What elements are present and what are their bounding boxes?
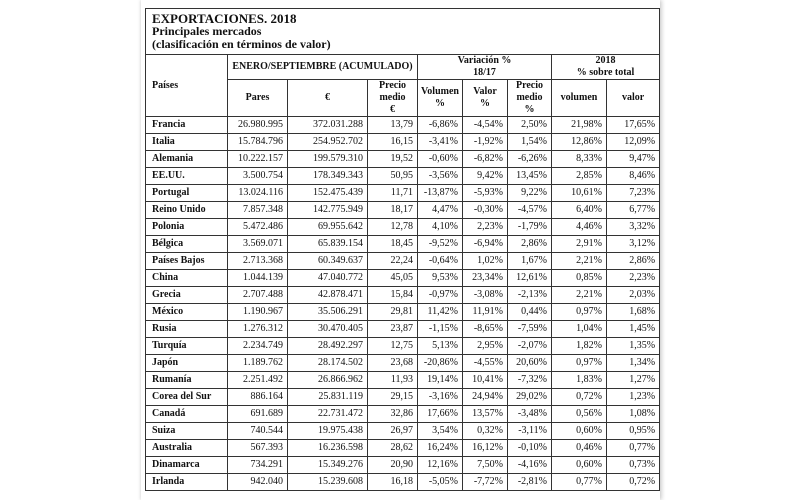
- cell-pares: 13.024.116: [228, 185, 288, 202]
- cell-euros: 42.878.471: [288, 287, 368, 304]
- cell-pct-valor: 7,23%: [607, 185, 660, 202]
- cell-pct-valor: 17,65%: [607, 117, 660, 134]
- cell-pct-volumen: 0,77%: [552, 474, 607, 491]
- cell-pct-valor: 2,03%: [607, 287, 660, 304]
- table-row: [146, 440, 660, 457]
- cell-pct-valor: 2,86%: [607, 253, 660, 270]
- cell-var-precio: -1,79%: [508, 219, 552, 236]
- cell-var-volumen: 3,54%: [418, 423, 463, 440]
- header-col-var-volumen: [418, 80, 463, 117]
- cell-euros: 15.349.276: [288, 457, 368, 474]
- cell-var-valor: 9,42%: [463, 168, 508, 185]
- cell-pares: 942.040: [228, 474, 288, 491]
- cell-var-volumen: 19,14%: [418, 372, 463, 389]
- cell-var-volumen: -20,86%: [418, 355, 463, 372]
- cell-var-precio: -3,11%: [508, 423, 552, 440]
- cell-pares: 1.190.967: [228, 304, 288, 321]
- cell-euros: 69.955.642: [288, 219, 368, 236]
- header-var-volumen-line-1: Volumen: [421, 86, 459, 97]
- cell-pct-volumen: 10,61%: [552, 185, 607, 202]
- table-row: [146, 185, 660, 202]
- header-group-variacion: [418, 55, 552, 80]
- cell-pct-volumen: 0,97%: [552, 355, 607, 372]
- cell-country: Dinamarca: [146, 457, 228, 474]
- cell-precio: 23,68: [368, 355, 418, 372]
- cell-pares: 734.291: [228, 457, 288, 474]
- cell-precio: 50,95: [368, 168, 418, 185]
- cell-euros: 65.839.154: [288, 236, 368, 253]
- cell-var-precio: -2,13%: [508, 287, 552, 304]
- table-row: [146, 423, 660, 440]
- title-line-2: Principales mercados: [152, 24, 262, 38]
- cell-euros: 142.775.949: [288, 202, 368, 219]
- cell-var-valor: -6,82%: [463, 151, 508, 168]
- cell-var-volumen: -13,87%: [418, 185, 463, 202]
- cell-pct-valor: 1,27%: [607, 372, 660, 389]
- cell-var-precio: -3,48%: [508, 406, 552, 423]
- cell-country: Países Bajos: [146, 253, 228, 270]
- cell-pares: 2.251.492: [228, 372, 288, 389]
- cell-pct-volumen: 0,46%: [552, 440, 607, 457]
- cell-var-volumen: -0,64%: [418, 253, 463, 270]
- cell-precio: 29,15: [368, 389, 418, 406]
- cell-pct-volumen: 0,60%: [552, 423, 607, 440]
- cell-var-valor: 2,95%: [463, 338, 508, 355]
- cell-country: Japón: [146, 355, 228, 372]
- cell-pares: 2.234.749: [228, 338, 288, 355]
- cell-precio: 11,71: [368, 185, 418, 202]
- cell-var-valor: 7,50%: [463, 457, 508, 474]
- table-row: [146, 355, 660, 372]
- cell-var-valor: -8,65%: [463, 321, 508, 338]
- cell-var-precio: 20,60%: [508, 355, 552, 372]
- header-precio-line-2: medio: [379, 92, 406, 103]
- cell-var-valor: 2,23%: [463, 219, 508, 236]
- cell-pct-volumen: 12,86%: [552, 134, 607, 151]
- cell-pct-valor: 0,77%: [607, 440, 660, 457]
- cell-euros: 28.174.502: [288, 355, 368, 372]
- title-line-1: EXPORTACIONES. 2018: [152, 11, 297, 26]
- header-col-volumen: volumen: [552, 80, 607, 117]
- table-row: [146, 253, 660, 270]
- cell-precio: 11,93: [368, 372, 418, 389]
- cell-country: Australia: [146, 440, 228, 457]
- cell-var-precio: -2,81%: [508, 474, 552, 491]
- cell-pares: 7.857.348: [228, 202, 288, 219]
- cell-pares: 26.980.995: [228, 117, 288, 134]
- cell-pares: 1.189.762: [228, 355, 288, 372]
- cell-var-precio: -7,32%: [508, 372, 552, 389]
- cell-country: Rumanía: [146, 372, 228, 389]
- cell-pct-valor: 1,08%: [607, 406, 660, 423]
- cell-country: China: [146, 270, 228, 287]
- cell-var-precio: 2,86%: [508, 236, 552, 253]
- table-row: [146, 457, 660, 474]
- cell-country: Alemania: [146, 151, 228, 168]
- header-col-pares: Pares: [228, 80, 288, 117]
- header-var-volumen-line-2: %: [435, 98, 445, 109]
- cell-var-volumen: -0,60%: [418, 151, 463, 168]
- header-col-valor: valor: [607, 80, 660, 117]
- cell-precio: 19,52: [368, 151, 418, 168]
- cell-var-volumen: 11,42%: [418, 304, 463, 321]
- cell-pct-valor: 1,45%: [607, 321, 660, 338]
- cell-country: Canadá: [146, 406, 228, 423]
- cell-pct-valor: 12,09%: [607, 134, 660, 151]
- cell-precio: 26,97: [368, 423, 418, 440]
- header-sobre-line-2: % sobre total: [576, 67, 635, 78]
- cell-var-precio: -0,10%: [508, 440, 552, 457]
- cell-pct-valor: 1,35%: [607, 338, 660, 355]
- cell-euros: 152.475.439: [288, 185, 368, 202]
- cell-euros: 47.040.772: [288, 270, 368, 287]
- cell-country: Turquía: [146, 338, 228, 355]
- cell-country: Polonia: [146, 219, 228, 236]
- cell-var-valor: -4,55%: [463, 355, 508, 372]
- cell-var-precio: 0,44%: [508, 304, 552, 321]
- cell-precio: 16,18: [368, 474, 418, 491]
- table-row: [146, 117, 660, 134]
- cell-euros: 28.492.297: [288, 338, 368, 355]
- header-var-valor-line-1: Valor: [473, 86, 497, 97]
- cell-euros: 199.579.310: [288, 151, 368, 168]
- cell-country: Italia: [146, 134, 228, 151]
- cell-pct-valor: 1,34%: [607, 355, 660, 372]
- cell-pct-valor: 0,95%: [607, 423, 660, 440]
- table-row: [146, 287, 660, 304]
- cell-euros: 60.349.637: [288, 253, 368, 270]
- cell-precio: 32,86: [368, 406, 418, 423]
- exports-table: [145, 8, 660, 491]
- cell-precio: 29,81: [368, 304, 418, 321]
- cell-var-valor: -0,30%: [463, 202, 508, 219]
- cell-pct-volumen: 0,72%: [552, 389, 607, 406]
- header-var-precio-line-1: Precio: [515, 80, 544, 91]
- cell-precio: 45,05: [368, 270, 418, 287]
- cell-var-valor: 1,02%: [463, 253, 508, 270]
- table-row: [146, 151, 660, 168]
- header-variacion-line-2: 18/17: [473, 67, 496, 78]
- cell-euros: 30.470.405: [288, 321, 368, 338]
- cell-pares: 15.784.796: [228, 134, 288, 151]
- table-row: [146, 321, 660, 338]
- table-row: [146, 406, 660, 423]
- cell-pct-valor: 1,68%: [607, 304, 660, 321]
- cell-euros: 25.831.119: [288, 389, 368, 406]
- cell-pares: 3.500.754: [228, 168, 288, 185]
- cell-pares: 10.222.157: [228, 151, 288, 168]
- cell-var-precio: 13,45%: [508, 168, 552, 185]
- cell-pct-volumen: 6,40%: [552, 202, 607, 219]
- cell-var-valor: -4,54%: [463, 117, 508, 134]
- cell-pct-volumen: 1,82%: [552, 338, 607, 355]
- header-sobre-line-1: 2018: [595, 55, 616, 66]
- cell-var-precio: 1,67%: [508, 253, 552, 270]
- cell-euros: 22.731.472: [288, 406, 368, 423]
- table-body: [146, 117, 660, 491]
- table-row: [146, 168, 660, 185]
- cell-pct-volumen: 1,04%: [552, 321, 607, 338]
- cell-var-volumen: -5,05%: [418, 474, 463, 491]
- header-var-precio-line-3: %: [524, 104, 535, 115]
- cell-var-valor: -1,92%: [463, 134, 508, 151]
- cell-var-volumen: -3,41%: [418, 134, 463, 151]
- cell-var-precio: -2,07%: [508, 338, 552, 355]
- header-paises: Países: [146, 55, 228, 117]
- cell-pct-valor: 0,72%: [607, 474, 660, 491]
- cell-pares: 691.689: [228, 406, 288, 423]
- cell-var-volumen: 4,47%: [418, 202, 463, 219]
- cell-pct-valor: 3,12%: [607, 236, 660, 253]
- cell-var-valor: 13,57%: [463, 406, 508, 423]
- cell-euros: 16.236.598: [288, 440, 368, 457]
- cell-var-precio: 12,61%: [508, 270, 552, 287]
- cell-pct-valor: 8,46%: [607, 168, 660, 185]
- table-row: [146, 304, 660, 321]
- cell-country: Suiza: [146, 423, 228, 440]
- cell-var-volumen: 12,16%: [418, 457, 463, 474]
- cell-precio: 13,79: [368, 117, 418, 134]
- cell-pares: 740.544: [228, 423, 288, 440]
- cell-pares: 2.713.368: [228, 253, 288, 270]
- cell-pares: 2.707.488: [228, 287, 288, 304]
- table-row: [146, 372, 660, 389]
- cell-precio: 12,75: [368, 338, 418, 355]
- cell-pct-valor: 3,32%: [607, 219, 660, 236]
- cell-var-volumen: 17,66%: [418, 406, 463, 423]
- cell-var-precio: -4,16%: [508, 457, 552, 474]
- cell-precio: 18,45: [368, 236, 418, 253]
- cell-var-valor: 24,94%: [463, 389, 508, 406]
- cell-var-precio: 29,02%: [508, 389, 552, 406]
- cell-pct-volumen: 0,85%: [552, 270, 607, 287]
- cell-country: Grecia: [146, 287, 228, 304]
- cell-var-volumen: -9,52%: [418, 236, 463, 253]
- cell-precio: 12,78: [368, 219, 418, 236]
- cell-precio: 22,24: [368, 253, 418, 270]
- cell-country: Reino Unido: [146, 202, 228, 219]
- cell-var-volumen: -0,97%: [418, 287, 463, 304]
- cell-pct-volumen: 2,21%: [552, 253, 607, 270]
- cell-country: Corea del Sur: [146, 389, 228, 406]
- cell-precio: 28,62: [368, 440, 418, 457]
- header-precio-line-1: Precio: [378, 80, 407, 91]
- cell-country: México: [146, 304, 228, 321]
- cell-var-volumen: 4,10%: [418, 219, 463, 236]
- cell-precio: 16,15: [368, 134, 418, 151]
- cell-var-valor: 11,91%: [463, 304, 508, 321]
- table-row: [146, 270, 660, 287]
- cell-pct-volumen: 0,56%: [552, 406, 607, 423]
- cell-pct-volumen: 2,85%: [552, 168, 607, 185]
- cell-country: Bélgica: [146, 236, 228, 253]
- cell-pct-volumen: 1,83%: [552, 372, 607, 389]
- cell-country: Portugal: [146, 185, 228, 202]
- cell-euros: 254.952.702: [288, 134, 368, 151]
- title-line-3: (clasificación en términos de valor): [152, 37, 331, 51]
- cell-euros: 19.975.438: [288, 423, 368, 440]
- cell-pct-volumen: 2,21%: [552, 287, 607, 304]
- header-variacion-line-1: Variación %: [457, 55, 512, 66]
- cell-var-valor: 16,12%: [463, 440, 508, 457]
- header-col-euros: €: [288, 80, 368, 117]
- table-row: [146, 134, 660, 151]
- cell-var-precio: -4,57%: [508, 202, 552, 219]
- cell-pares: 886.164: [228, 389, 288, 406]
- cell-var-volumen: -1,15%: [418, 321, 463, 338]
- cell-var-valor: 23,34%: [463, 270, 508, 287]
- header-group-acumulado: ENERO/SEPTIEMBRE (ACUMULADO): [228, 55, 418, 80]
- cell-pares: 3.569.071: [228, 236, 288, 253]
- table-row: [146, 474, 660, 491]
- header-precio-line-3: €: [390, 104, 395, 115]
- cell-var-volumen: 16,24%: [418, 440, 463, 457]
- cell-euros: 26.866.962: [288, 372, 368, 389]
- table-row: [146, 338, 660, 355]
- cell-var-volumen: 5,13%: [418, 338, 463, 355]
- table-row: [146, 202, 660, 219]
- cell-country: EE.UU.: [146, 168, 228, 185]
- cell-pct-volumen: 8,33%: [552, 151, 607, 168]
- cell-pct-valor: 0,73%: [607, 457, 660, 474]
- cell-euros: 178.349.343: [288, 168, 368, 185]
- cell-var-valor: -7,72%: [463, 474, 508, 491]
- cell-pct-volumen: 0,97%: [552, 304, 607, 321]
- cell-var-precio: -7,59%: [508, 321, 552, 338]
- cell-var-precio: 2,50%: [508, 117, 552, 134]
- cell-pct-volumen: 0,60%: [552, 457, 607, 474]
- cell-var-volumen: 9,53%: [418, 270, 463, 287]
- cell-pct-volumen: 21,98%: [552, 117, 607, 134]
- cell-var-volumen: -6,86%: [418, 117, 463, 134]
- header-var-precio-line-2: medio: [516, 92, 543, 103]
- cell-precio: 15,84: [368, 287, 418, 304]
- header-group-sobre-total: [552, 55, 660, 80]
- cell-pares: 567.393: [228, 440, 288, 457]
- table-row: [146, 389, 660, 406]
- cell-country: Rusia: [146, 321, 228, 338]
- cell-euros: 372.031.288: [288, 117, 368, 134]
- cell-precio: 18,17: [368, 202, 418, 219]
- cell-var-valor: 10,41%: [463, 372, 508, 389]
- table-title: [146, 9, 660, 55]
- cell-var-volumen: -3,16%: [418, 389, 463, 406]
- cell-pct-volumen: 2,91%: [552, 236, 607, 253]
- header-col-var-precio: [508, 80, 552, 117]
- cell-precio: 23,87: [368, 321, 418, 338]
- cell-var-valor: -3,08%: [463, 287, 508, 304]
- cell-country: Francia: [146, 117, 228, 134]
- cell-var-valor: -5,93%: [463, 185, 508, 202]
- cell-var-precio: -6,26%: [508, 151, 552, 168]
- cell-pares: 5.472.486: [228, 219, 288, 236]
- cell-euros: 15.239.608: [288, 474, 368, 491]
- cell-pares: 1.044.139: [228, 270, 288, 287]
- cell-var-volumen: -3,56%: [418, 168, 463, 185]
- cell-var-precio: 1,54%: [508, 134, 552, 151]
- cell-var-valor: -6,94%: [463, 236, 508, 253]
- cell-pct-valor: 2,23%: [607, 270, 660, 287]
- cell-pct-volumen: 4,46%: [552, 219, 607, 236]
- cell-country: Irlanda: [146, 474, 228, 491]
- cell-pct-valor: 6,77%: [607, 202, 660, 219]
- cell-pct-valor: 9,47%: [607, 151, 660, 168]
- cell-var-valor: 0,32%: [463, 423, 508, 440]
- cell-pct-valor: 1,23%: [607, 389, 660, 406]
- cell-precio: 20,90: [368, 457, 418, 474]
- header-col-var-valor: [463, 80, 508, 117]
- table-row: [146, 219, 660, 236]
- table-row: [146, 236, 660, 253]
- cell-euros: 35.506.291: [288, 304, 368, 321]
- cell-var-precio: 9,22%: [508, 185, 552, 202]
- header-col-precio: [368, 80, 418, 117]
- header-var-valor-line-2: %: [480, 98, 490, 109]
- cell-pares: 1.276.312: [228, 321, 288, 338]
